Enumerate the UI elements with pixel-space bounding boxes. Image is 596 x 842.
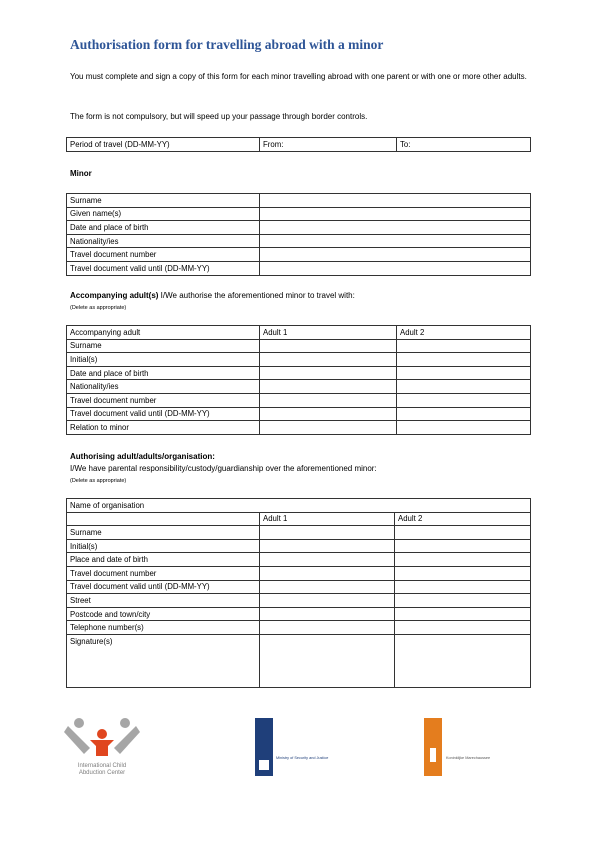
minor-row xyxy=(67,248,531,262)
adult1-field-input[interactable] xyxy=(260,380,397,394)
accompanying-heading xyxy=(70,291,355,300)
icac-logo xyxy=(62,716,142,781)
authorising-row xyxy=(67,594,531,608)
adult1-signature-field[interactable] xyxy=(260,634,395,687)
minor-field-label: Date and place of birth xyxy=(67,221,260,235)
accompanying-table xyxy=(66,325,531,435)
adult2-field-input[interactable] xyxy=(397,380,531,394)
adult1-field-input[interactable] xyxy=(260,621,395,635)
adult1-field-input[interactable] xyxy=(260,366,397,380)
ministry-logo-band xyxy=(255,718,273,776)
ministry-logo-text: Ministry of Security and Justice xyxy=(276,756,329,760)
minor-field-label: Travel document valid until (DD-MM-YY) xyxy=(67,261,260,275)
adult2-field-input[interactable] xyxy=(397,339,531,353)
authorising-row xyxy=(67,539,531,553)
minor-row xyxy=(67,234,531,248)
accompanying-note: (Delete as appropriate) xyxy=(70,305,127,311)
adult2-field-input[interactable] xyxy=(397,407,531,421)
accompanying-heading-bold: Accompanying adult(s) xyxy=(70,291,159,300)
intro-paragraph: You must complete and sign a copy of this form for each minor travelling abroad with one parent or with one or more other adults. xyxy=(70,72,527,81)
authorising-field-label: Place and date of birth xyxy=(67,553,260,567)
accompanying-field-label: Nationality/ies xyxy=(67,380,260,394)
adult2-field-input[interactable] xyxy=(395,621,531,635)
authorising-field-label: Initial(s) xyxy=(67,539,260,553)
signature-row xyxy=(67,634,531,687)
adult2-field-input[interactable] xyxy=(397,393,531,407)
adult2-field-input[interactable] xyxy=(395,539,531,553)
minor-row xyxy=(67,221,531,235)
icac-figures-icon xyxy=(62,716,142,758)
period-row xyxy=(67,138,531,152)
adult1-field-input[interactable] xyxy=(260,393,397,407)
adult2-field-input[interactable] xyxy=(397,421,531,435)
accompanying-field-label: Initial(s) xyxy=(67,353,260,367)
authorising-table xyxy=(66,498,531,688)
accompanying-header-cell: Adult 2 xyxy=(397,326,531,340)
ministry-logo xyxy=(255,718,365,776)
minor-field-label: Travel document number xyxy=(67,248,260,262)
authorising-note: (Delete as appropriate) xyxy=(70,478,127,484)
accompanying-header-cell: Adult 1 xyxy=(260,326,397,340)
authorising-header-cell: Adult 1 xyxy=(260,512,395,526)
icac-logo-text xyxy=(62,763,142,777)
accompanying-row xyxy=(67,380,531,394)
adult1-field-input[interactable] xyxy=(260,353,397,367)
accompanying-heading-text: I/We authorise the aforementioned minor to travel with: xyxy=(158,291,355,300)
accompanying-row xyxy=(67,339,531,353)
minor-field-input[interactable] xyxy=(260,234,531,248)
accompanying-field-label: Date and place of birth xyxy=(67,366,260,380)
authorising-field-label: Surname xyxy=(67,526,260,540)
adult1-field-input[interactable] xyxy=(260,539,395,553)
minor-row xyxy=(67,207,531,221)
authorising-field-label: Travel document number xyxy=(67,566,260,580)
adult2-field-input[interactable] xyxy=(395,553,531,567)
organisation-row xyxy=(67,499,531,513)
authorising-header-cell xyxy=(67,512,260,526)
authorising-row xyxy=(67,526,531,540)
intro-note: The form is not compulsory, but will speed up your passage through border controls. xyxy=(70,112,368,121)
adult1-field-input[interactable] xyxy=(260,339,397,353)
minor-field-input[interactable] xyxy=(260,261,531,275)
page-title: Authorisation form for travelling abroad with a minor xyxy=(70,37,384,52)
crest-icon xyxy=(424,718,442,776)
signature-label: Signature(s) xyxy=(67,634,260,687)
adult1-field-input[interactable] xyxy=(260,526,395,540)
minor-field-label: Surname xyxy=(67,194,260,208)
minor-row xyxy=(67,194,531,208)
accompanying-header-cell: Accompanying adult xyxy=(67,326,260,340)
adult2-signature-field[interactable] xyxy=(395,634,531,687)
adult1-field-input[interactable] xyxy=(260,566,395,580)
adult1-field-input[interactable] xyxy=(260,407,397,421)
period-to-field[interactable]: To: xyxy=(397,138,531,152)
coat-of-arms-icon xyxy=(255,718,273,776)
authorising-row xyxy=(67,566,531,580)
adult1-field-input[interactable] xyxy=(260,421,397,435)
authorising-field-label: Postcode and town/city xyxy=(67,607,260,621)
minor-field-input[interactable] xyxy=(260,207,531,221)
authorising-row xyxy=(67,553,531,567)
icac-logo-line2: Abduction Center xyxy=(78,770,126,776)
adult2-field-input[interactable] xyxy=(395,607,531,621)
period-from-field[interactable]: From: xyxy=(260,138,397,152)
authorising-subheading: I/We have parental responsibility/custody/guardianship over the aforementioned minor: xyxy=(70,464,377,473)
minor-row xyxy=(67,261,531,275)
adult2-field-input[interactable] xyxy=(395,594,531,608)
authorising-row xyxy=(67,580,531,594)
accompanying-row xyxy=(67,353,531,367)
adult2-field-input[interactable] xyxy=(397,353,531,367)
organisation-name-field[interactable]: Name of organisation xyxy=(67,499,531,513)
accompanying-row xyxy=(67,407,531,421)
minor-field-input[interactable] xyxy=(260,248,531,262)
adult2-field-input[interactable] xyxy=(395,580,531,594)
authorising-field-label: Travel document valid until (DD-MM-YY) xyxy=(67,580,260,594)
accompanying-field-label: Relation to minor xyxy=(67,421,260,435)
authorising-field-label: Telephone number(s) xyxy=(67,621,260,635)
authorising-header-cell: Adult 2 xyxy=(395,512,531,526)
accompanying-row xyxy=(67,393,531,407)
minor-field-input[interactable] xyxy=(260,194,531,208)
accompanying-row xyxy=(67,421,531,435)
icac-logo-line1: International Child xyxy=(77,763,127,769)
adult1-field-input[interactable] xyxy=(260,580,395,594)
minor-field-label: Given name(s) xyxy=(67,207,260,221)
marechaussee-logo-text: Koninklijke Marechaussee xyxy=(446,756,491,760)
adult1-field-input[interactable] xyxy=(260,607,395,621)
adult2-field-input[interactable] xyxy=(397,366,531,380)
period-label: Period of travel (DD-MM-YY) xyxy=(67,138,260,152)
minor-table xyxy=(66,193,531,276)
adult2-field-input[interactable] xyxy=(395,566,531,580)
adult1-field-input[interactable] xyxy=(260,553,395,567)
authorising-row xyxy=(67,607,531,621)
authorising-field-label: Street xyxy=(67,594,260,608)
minor-heading: Minor xyxy=(70,169,92,178)
minor-field-input[interactable] xyxy=(260,221,531,235)
adult2-field-input[interactable] xyxy=(395,526,531,540)
accompanying-field-label: Travel document number xyxy=(67,393,260,407)
period-table xyxy=(66,137,531,152)
accompanying-field-label: Surname xyxy=(67,339,260,353)
accompanying-row xyxy=(67,366,531,380)
authorising-heading: Authorising adult/adults/organisation: xyxy=(70,452,215,461)
minor-field-label: Nationality/ies xyxy=(67,234,260,248)
marechaussee-logo-band xyxy=(424,718,442,776)
accompanying-header-row xyxy=(67,326,531,340)
marechaussee-logo xyxy=(424,718,534,776)
adult1-field-input[interactable] xyxy=(260,594,395,608)
authorising-header-row xyxy=(67,512,531,526)
accompanying-field-label: Travel document valid until (DD-MM-YY) xyxy=(67,407,260,421)
authorising-row xyxy=(67,621,531,635)
